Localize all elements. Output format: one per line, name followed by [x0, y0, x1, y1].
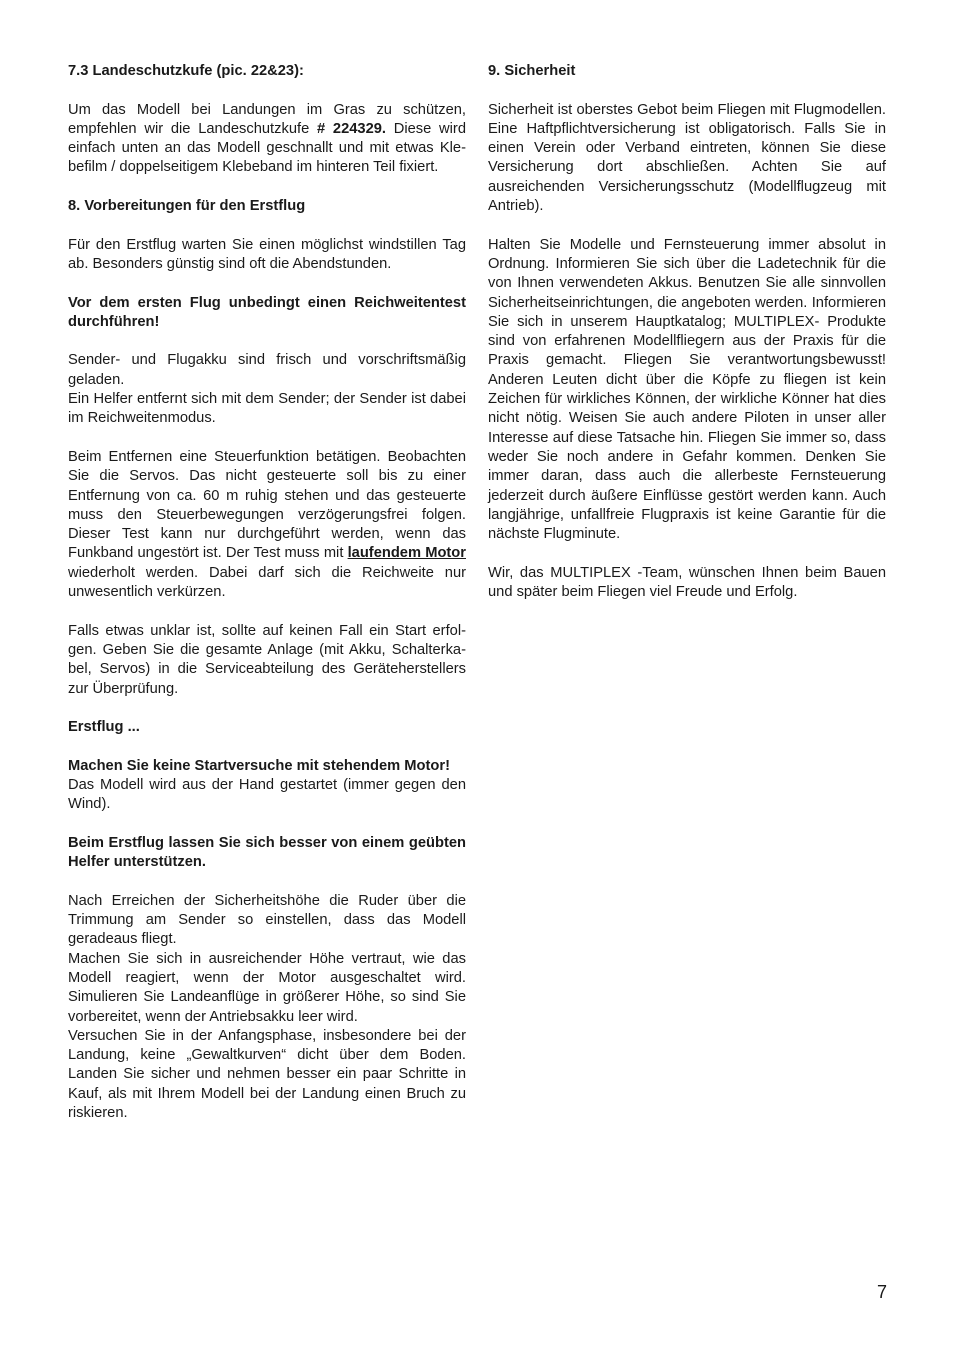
paragraph-service: Falls etwas unklar ist, sollte auf keinen Fall ein Start erfolgen. Geben Sie die gesamte Anlage (mit Akku, Schalterkabel, Servos) in die Serviceabteilung des Geräteherstellers zur Überprüfung. [68, 622, 466, 697]
page-number: 7 [876, 1282, 887, 1302]
paragraph-hoehe: Machen Sie sich in ausreichender Höhe vertraut, wie das Modell reagiert, wenn der Motor ausgeschaltet wird. Simulieren Sie Landeanflüge in größerer Höhe, so sind Sie vorbereitet, wenn der Antriebsakku leer wird. [68, 950, 466, 1025]
right-column [488, 62, 886, 602]
paragraph-sicherheitshinweise: Halten Sie Modelle und Fernsteuerung immer absolut in Ordnung. Informieren Sie sich über die Ladetechnik für die von Ihnen verwendeten Akkus. Benutzen Sie alle sinnvollen Sicherheitseinrichtungen, die angeboten werden. Informieren Sie sich in unserem Hauptkatalog; MULTIPLEX- Produkte sind von erfahrenen Modellfliegern aus der Praxis für die Praxis gemacht. Fliegen Sie verantwortungsbewusst! Anderen Leuten dicht über die Köpfe zu fliegen ist kein Zeichen für wirkliches Können, der wirkliche Könner hat dies nicht nötig. Weisen Sie auch andere Piloten in unser aller Interesse auf diese Tatsache hin. Fliegen Sie immer so, dass weder Sie noch andere in Gefahr kommen. Denken Sie immer daran, dass auch die allerbeste Fernsteuerung jederzeit durch äußere Einflüsse gestört werden kann. Auch langjährige, unfallfreie Flugpraxis ist keine Garantie für die nächste Flugminute. [488, 236, 886, 543]
paragraph-gruss: Wir, das MULTIPLEX -Team, wünschen Ihnen beim Bauen und später beim Fliegen viel Freude und Erfolg. [488, 564, 886, 601]
warning-startversuche: Machen Sie keine Startversuche mit stehendem Motor! [68, 757, 450, 774]
section-heading-vorbereitungen: 8. Vorbereitungen für den Erstflug [68, 198, 306, 215]
warning-reichweitentest: Vor dem ersten Flug unbedingt einen Reichweitentest durchführen! [68, 294, 466, 330]
paragraph-akkus: Sender- und Flugakku sind frisch und vorschriftsmäßig geladen. [68, 352, 466, 388]
paragraph-erstflug-wetter: Für den Erstflug warten Sie einen möglichst windstillen Tag ab. Besonders günstig sind oft die Abendstunden. [68, 236, 466, 272]
part-number: # 224329. [317, 120, 387, 137]
paragraph-text: Beim Entfernen eine Steuerfunktion betätigen. Beobachten Sie die Servos. Das nicht gesteuerte soll bis zu einer Entfernung von ca. 60 m ruhig stehen und das gesteuerte muss den Steuerbewegungen verzögerungsfrei folgen. Dieser Test kann nur durchgeführt werden, wenn das Funkband ungestört ist. Der Test muss mit [68, 448, 466, 562]
paragraph-helfer: Ein Helfer entfernt sich mit dem Sender; der Sender ist dabei im Reichweitenmodus. [68, 391, 466, 427]
paragraph-landeschutzkufe [68, 101, 466, 178]
paragraph-text: Um das Modell bei Landungen im Gras zu schützen, empfehlen wir die Landeschutzkufe [68, 101, 466, 137]
section-heading-sicherheit: 9. Sicherheit [488, 63, 576, 79]
section-heading-landeschutzkufe: 7.3 Landeschutzkufe (pic. 22&23): [68, 63, 304, 79]
paragraph-text: Diese wird einfach unten an das Modell geschnallt und mit etwas Klebefilm / doppelseitigem Klebeband im hinteren Teil fixiert. [68, 120, 466, 176]
paragraph-landung: Versuchen Sie in der Anfangsphase, insbesondere bei der Landung, keine „Gewaltkurven“ dicht über dem Boden. Landen Sie sicher und nehmen besser ein paar Schritte in Kauf, als mit Ihrem Modell bei der Landung einen Bruch zu riskieren. [68, 1027, 466, 1122]
paragraph-trimmung: Nach Erreichen der Sicherheitshöhe die Ruder über die Trimmung am Sender so einstellen, dass das Modell geradeaus fliegt. [68, 892, 466, 948]
warning-helfer: Beim Erstflug lassen Sie sich besser von einem geübten Helfer unterstützen. [68, 834, 466, 871]
paragraph-handstart: Das Modell wird aus der Hand gestartet (immer gegen den Wind). [68, 776, 466, 813]
paragraph-reichweitentest [68, 448, 466, 602]
emphasis-laufendem-motor: laufendem Motor [347, 545, 466, 562]
paragraph-versicherung: Sicherheit ist oberstes Gebot beim Fliegen mit Flugmodellen. Eine Haftpflichtversicherung ist obligatorisch. Falls Sie in einen Verein oder Verband eintreten, können Sie diese Versicherung dort abschließen. Achten Sie auf ausreichenden Versicherungsschutz (Modellflugzeug mit Antrieb). [488, 101, 886, 215]
paragraph-text: wiederholt werden. Dabei darf sich die Reichweite nur unwesentlich verkürzen. [68, 564, 466, 601]
section-heading-erstflug: Erstflug ... [68, 719, 140, 736]
left-column [68, 62, 466, 1123]
